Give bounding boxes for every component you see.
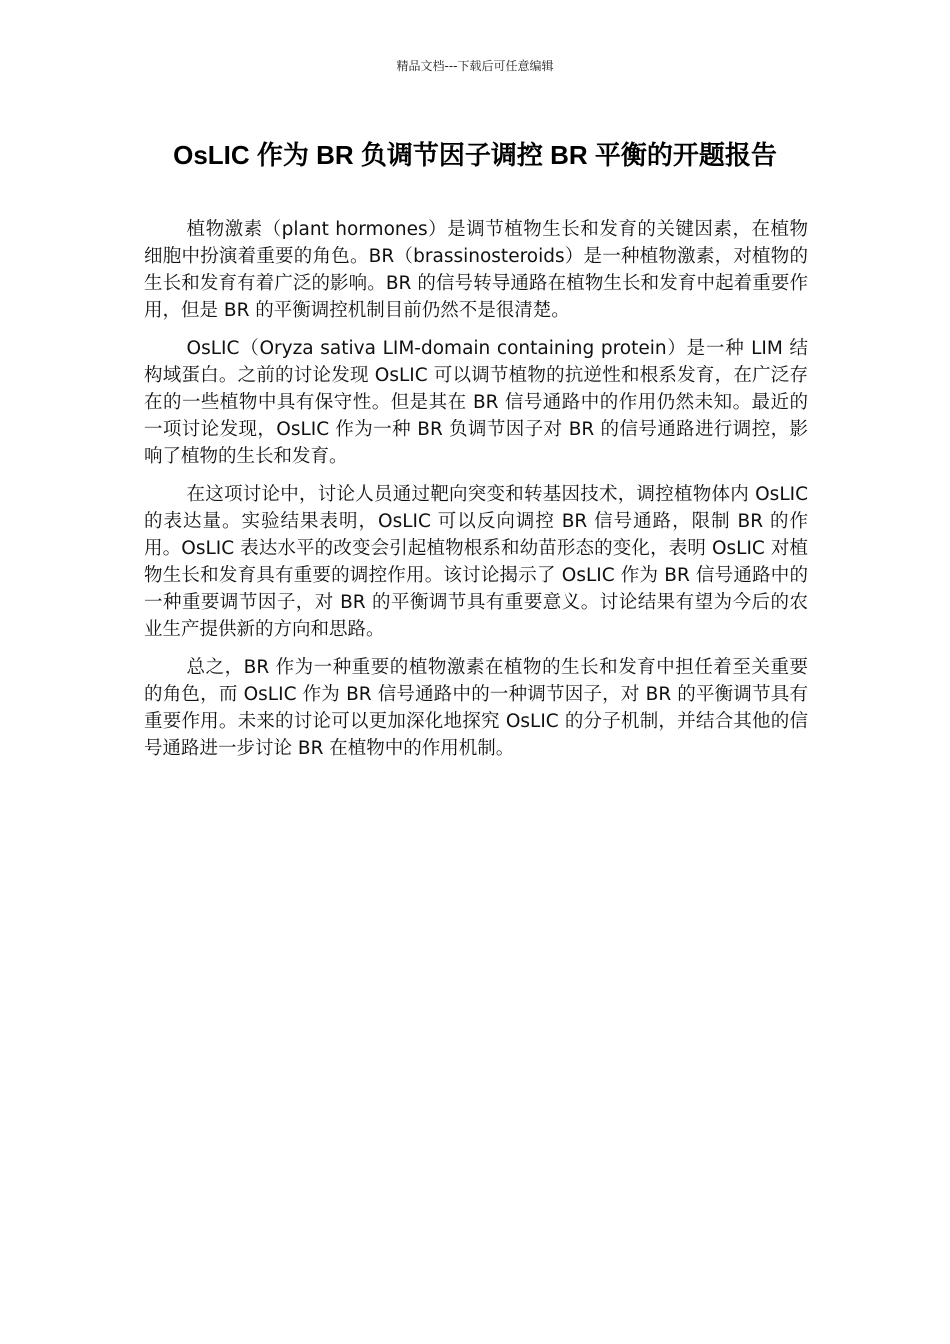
- paragraph-3: 在这项讨论中，讨论人员通过靶向突变和转基因技术，调控植物体内 OsLIC 的表达量。实验结果表明，OsLIC 可以反向调控 BR 信号通路，限制 BR 的作用。OsLIC 表达水平的改变会引起植物根系和幼苗形态的变化，表明 OsLIC 对植物生长和发育具有重要的调控作用。该讨论揭示了 OsLIC 作为 BR 信号通路中的一种重要调节因子，对 BR 的平衡调节具有重要意义。讨论结果有望为今后的农业生产提供新的方向和思路。: [144, 484, 808, 640]
- paragraph-1: 植物激素（plant hormones）是调节植物生长和发育的关键因素，在植物细胞中扮演着重要的角色。BR（brassinosteroids）是一种植物激素，对植物的生长和发育有着广泛的影响。BR 的信号转导通路在植物生长和发育中起着重要作用，但是 BR 的平衡调控机制目前仍然不是很清楚。: [144, 219, 808, 321]
- paragraph-2: OsLIC（Oryza sativa LIM-domain containing protein）是一种 LIM 结构域蛋白。之前的讨论发现 OsLIC 可以调节植物的抗逆性和根系发育，在广泛存在的一些植物中具有保守性。但是其在 BR 信号通路中的作用仍然未知。最近的一项讨论发现，OsLIC 作为一种 BR 负调节因子对 BR 的信号通路进行调控，影响了植物的生长和发育。: [144, 338, 808, 467]
- document-title: OsLIC 作为 BR 负调节因子调控 BR 平衡的开题报告: [173, 140, 777, 170]
- page-header-note: 精品文档---下载后可任意编辑: [396, 59, 554, 73]
- document-body: [144, 216, 808, 773]
- paragraph-4: 总之，BR 作为一种重要的植物激素在植物的生长和发育中担任着至关重要的角色，而 OsLIC 作为 BR 信号通路中的一种调节因子，对 BR 的平衡调节具有重要作用。未来的讨论可以更加深化地探究 OsLIC 的分子机制，并结合其他的信号通路进一步讨论 BR 在植物中的作用机制。: [144, 657, 808, 759]
